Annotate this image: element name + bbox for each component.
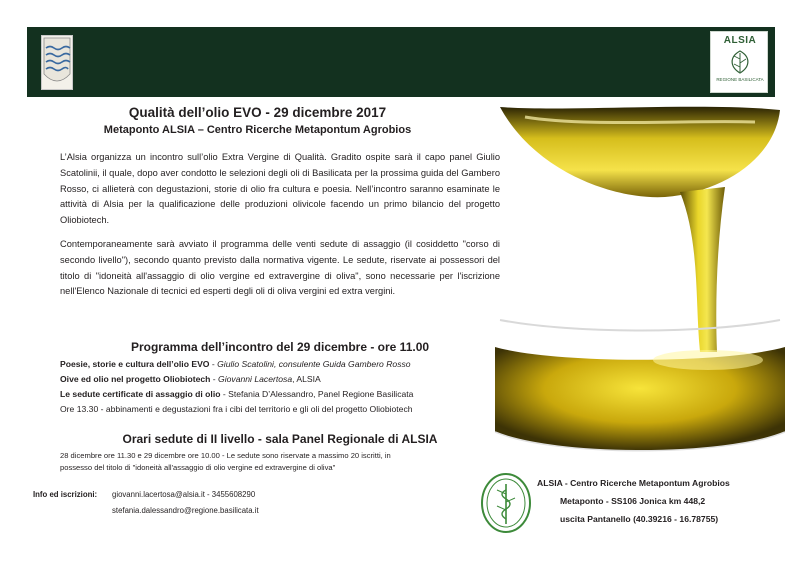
olive-oil-pour-image [495,102,785,462]
programma-heading: Programma dell’incontro del 29 dicembre - ore 11.00 [130,340,430,354]
leaf-emblem-icon [725,49,755,75]
seduta-paragraph: Contemporaneamente sarà avviato il programma delle venti sedute di assaggio (il cosiddetto "corso di secondo livello"), secondo quanto previsto dalla normativa vigente. Le sedute, riservate ai possessori del titolo di "idoneità all'assaggio di olio vergine ed extravergine di oliva", sono necessarie per l'iscrizione nell'Elenco Nazionale di tecnici ed esperti degli oli di oliva vergini ed extra vergini. [60,239,500,297]
orari-heading: Orari sedute di II livello - sala Panel Regionale di ALSIA [122,432,438,446]
event-subtitle: Metaponto ALSIA – Centro Ricerche Metapontum Agrobios [103,124,412,136]
info-label: Info ed iscrizioni: [33,490,98,499]
address-line: Metaponto - SS106 Jonica km 448,2 [560,496,706,506]
info-contact-email[interactable]: stefania.dalessandro@regione.basilicata.it [112,506,259,515]
header-band [27,27,775,97]
orari-line: 28 dicembre ore 11.30 e 29 dicembre ore 10.00 - Le sedute sono riservate a massimo 20 iscritti, in [60,451,391,460]
address-line: ALSIA - Centro Ricerche Metapontum Agrobios [537,478,730,488]
programma-item: Ore 13.30 - abbinamenti e degustazioni fra i cibi del territorio e gli oli del progetto Oliobiotech [60,404,413,414]
event-title: Qualità dell’olio EVO - 29 dicembre 2017 [128,105,387,120]
address-line: uscita Pantanello (40.39216 - 16.78755) [560,514,719,524]
intro-paragraph: L’Alsia organizza un incontro sull’olio Extra Vergine di Qualità. Gradito ospite sarà il capo panel Giulio Scatolinii, il quale, dopo aver condotto le selezioni degli oli di Basilicata per la prossima guida del Gambero Rosso, ci allieterà con degustazioni, storie di olio fra cultura e poesia. Nell’incontro saranno esaminate le attività di Alsia per la qualificazione delle produzioni olivicole facendo un primo bilancio del progetto Oliobiotech. [60,152,500,226]
programma-item: Poesie, storie e cultura dell’olio EVO - Giulio Scatolini, consulente Guida Gambero Rosso [60,359,411,369]
alsia-logo-text: ALSIA [723,35,757,46]
programma-item: Le sedute certificate di assaggio di olio - Stefania D’Alessandro, Panel Regione Basilicata [60,389,414,399]
info-contact-email[interactable]: giovanni.lacertosa@alsia.it - 3455608290 [112,490,256,499]
agrobios-seal-icon [480,472,532,534]
orari-line: possesso del titolo di "idoneità all'assaggio di olio vergine ed extravergine di oliva" [60,463,336,472]
alsia-logo [710,31,768,93]
logo-region-text: REGIONE BASILICATA [716,77,764,82]
regional-crest-icon [41,35,73,90]
programma-item: Oive ed olio nel progetto Oliobiotech - Giovanni Lacertosa, ALSIA [60,374,321,384]
